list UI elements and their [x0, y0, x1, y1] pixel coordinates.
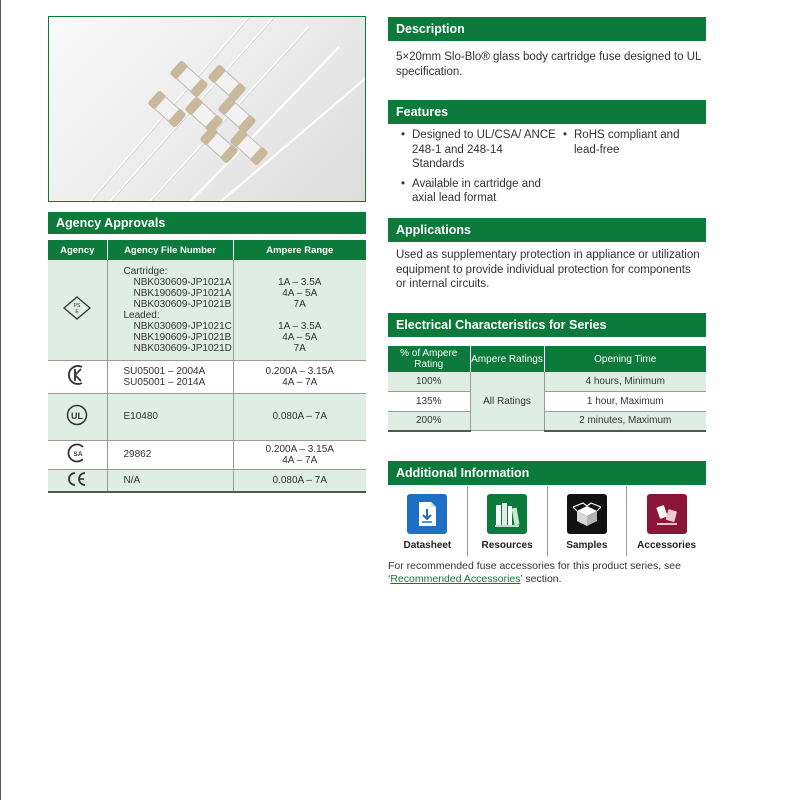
- opening-time-cell: 1 hour, Maximum: [544, 392, 706, 412]
- opening-time-cell: 4 hours, Minimum: [544, 372, 706, 392]
- features-header: Features: [388, 100, 706, 124]
- description-header: Description: [388, 17, 706, 41]
- percent-rating-cell: 135%: [388, 392, 470, 412]
- percent-rating-column-header: % of Ampere Rating: [388, 346, 470, 372]
- agency-approvals-table: [48, 240, 366, 493]
- percent-rating-cell: 200%: [388, 411, 470, 431]
- kc-icon: [67, 364, 87, 386]
- svg-text:PS: PS: [73, 303, 81, 310]
- agency-logo-cell: [48, 260, 107, 360]
- ul-icon: [66, 404, 88, 426]
- description-text: 5×20mm Slo-Blo® glass body cartridge fuse designed to UL specification.: [396, 51, 701, 78]
- agency-logo-cell: [48, 469, 107, 492]
- ampere-range-cell: 1A – 3.5A 4A – 5A 7A 1A – 3.5A 4A – 5A 7A: [233, 260, 366, 360]
- additional-information-links: [388, 486, 706, 556]
- agency-logo-cell: [48, 393, 107, 440]
- agency-logo-cell: [48, 360, 107, 393]
- features-list-right: [560, 128, 700, 162]
- svg-text:SA: SA: [73, 451, 83, 458]
- opening-time-column-header: Opening Time: [544, 346, 706, 372]
- agency-logo-cell: [48, 440, 107, 469]
- accessories-label: Accessories: [637, 540, 697, 551]
- table-row: [388, 392, 706, 412]
- list-item: • Available in cartridge and axial lead format: [398, 177, 558, 206]
- opening-time-cell: 2 minutes, Maximum: [544, 411, 706, 431]
- list-item: • Designed to UL/CSA/ ANCE 248-1 and 248-14 Standards: [398, 128, 558, 172]
- accessories-icon: [647, 494, 687, 534]
- table-row: [388, 372, 706, 392]
- additional-information-header: Additional Information: [388, 461, 706, 485]
- svg-text:UL: UL: [71, 411, 84, 421]
- csa-icon: [66, 442, 88, 464]
- samples-link[interactable]: [548, 486, 628, 556]
- list-item: • RoHS compliant and lead-free: [560, 128, 700, 157]
- accessories-link[interactable]: [627, 486, 706, 556]
- features-list-left: [398, 128, 558, 211]
- file-number-cell: E10480: [107, 393, 233, 440]
- svg-text:E: E: [75, 309, 79, 316]
- samples-label: Samples: [566, 540, 608, 551]
- applications-text: Used as supplementary protection in appliance or utilization equipment to provide individual protection for components or internal circuits.: [396, 249, 700, 290]
- ampere-range-cell: 0.080A – 7A: [233, 393, 366, 440]
- ampere-range-cell: 0.080A – 7A: [233, 469, 366, 492]
- agency-column-header: Agency: [48, 240, 107, 260]
- agency-approvals-header: Agency Approvals: [48, 212, 366, 234]
- file-number-cell: SU05001 – 2004A SU05001 – 2014A: [107, 360, 233, 393]
- file-number-column-header: Agency File Number: [107, 240, 233, 260]
- accessories-note: For recommended fuse accessories for this product series, see ‘Recommended Accessories’ section.: [388, 560, 681, 585]
- resources-link[interactable]: [468, 486, 548, 556]
- table-row: [48, 260, 366, 360]
- table-row: [48, 440, 366, 469]
- datasheet-icon: [407, 494, 447, 534]
- product-photo: [48, 16, 366, 202]
- electrical-characteristics-header: Electrical Characteristics for Series: [388, 313, 706, 337]
- ampere-ratings-cell: All Ratings: [470, 372, 544, 431]
- table-row: [48, 360, 366, 393]
- datasheet-link[interactable]: [388, 486, 468, 556]
- datasheet-label: Datasheet: [403, 540, 452, 551]
- table-row: [48, 469, 366, 492]
- file-number-cell: 29862: [107, 440, 233, 469]
- percent-rating-cell: 100%: [388, 372, 470, 392]
- table-row: [48, 393, 366, 440]
- pse-icon: [63, 296, 91, 320]
- fuse-illustration: [49, 17, 366, 202]
- resources-icon: [487, 494, 527, 534]
- file-number-cell: N/A: [107, 469, 233, 492]
- applications-header: Applications: [388, 218, 706, 242]
- ampere-range-cell: 0.200A – 3.15A 4A – 7A: [233, 440, 366, 469]
- resources-label: Resources: [481, 540, 533, 551]
- file-number-cell: Cartridge: NBK030609-JP1021A NBK190609-JP1021A NBK030609-JP1021B Leaded: NBK030609-JP1021C NBK190609-JP1021B NBK030609-JP1021D: [107, 260, 233, 360]
- recommended-accessories-link[interactable]: Recommended Accessories: [390, 573, 521, 585]
- ampere-ratings-column-header: Ampere Ratings: [470, 346, 544, 372]
- samples-icon: [567, 494, 607, 534]
- page-edge: [0, 0, 1, 800]
- ce-icon: [66, 471, 88, 487]
- table-row: [388, 411, 706, 431]
- electrical-characteristics-table: [388, 346, 706, 432]
- ampere-range-column-header: Ampere Range: [233, 240, 366, 260]
- ampere-range-cell: 0.200A – 3.15A 4A – 7A: [233, 360, 366, 393]
